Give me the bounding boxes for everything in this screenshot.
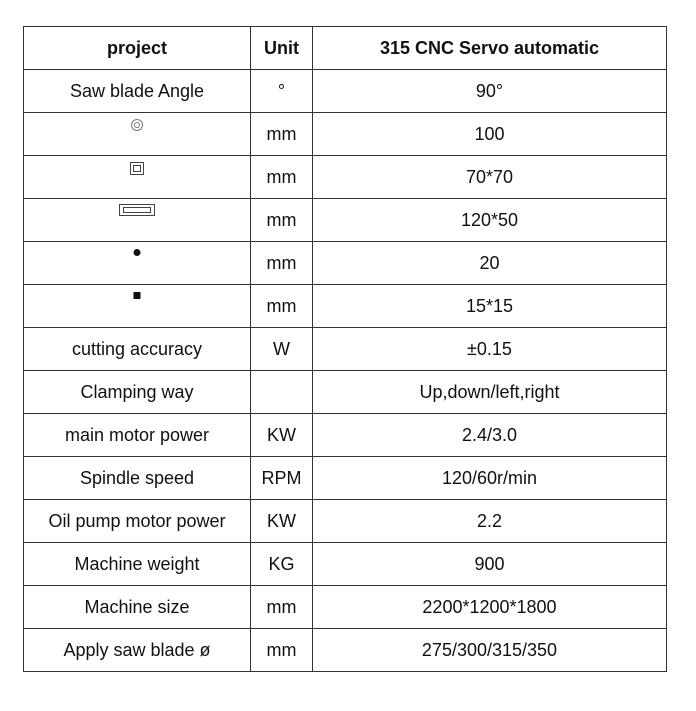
unit-cell: ° xyxy=(251,70,313,113)
value-cell: 120/60r/min xyxy=(313,457,667,500)
header-unit: Unit xyxy=(251,27,313,70)
unit-cell: W xyxy=(251,328,313,371)
table-row xyxy=(24,328,667,371)
project-cell: cutting accuracy xyxy=(24,328,251,371)
round-tube-icon xyxy=(131,119,143,131)
project-cell xyxy=(24,156,251,199)
table-row xyxy=(24,285,667,328)
header-model: 315 CNC Servo automatic xyxy=(313,27,667,70)
project-cell: Spindle speed xyxy=(24,457,251,500)
unit-cell: mm xyxy=(251,199,313,242)
value-cell: 120*50 xyxy=(313,199,667,242)
spec-table xyxy=(23,26,667,672)
unit-cell: KG xyxy=(251,543,313,586)
value-cell: 20 xyxy=(313,242,667,285)
unit-cell: mm xyxy=(251,586,313,629)
value-cell: 15*15 xyxy=(313,285,667,328)
project-cell: Machine weight xyxy=(24,543,251,586)
value-cell: 2.4/3.0 xyxy=(313,414,667,457)
table-row xyxy=(24,199,667,242)
table-header-row xyxy=(24,27,667,70)
unit-cell: mm xyxy=(251,285,313,328)
unit-cell: KW xyxy=(251,500,313,543)
table-row xyxy=(24,70,667,113)
value-cell: 70*70 xyxy=(313,156,667,199)
value-cell: 90° xyxy=(313,70,667,113)
project-cell: Machine size xyxy=(24,586,251,629)
value-cell: 275/300/315/350 xyxy=(313,629,667,672)
value-cell: 900 xyxy=(313,543,667,586)
unit-cell: mm xyxy=(251,242,313,285)
project-cell xyxy=(24,113,251,156)
unit-cell: RPM xyxy=(251,457,313,500)
project-cell xyxy=(24,242,251,285)
unit-cell: KW xyxy=(251,414,313,457)
project-cell: Saw blade Angle xyxy=(24,70,251,113)
value-cell: 100 xyxy=(313,113,667,156)
rectangular-tube-icon xyxy=(119,204,155,216)
square-tube-icon xyxy=(130,162,144,175)
project-cell: Clamping way xyxy=(24,371,251,414)
value-cell: 2200*1200*1800 xyxy=(313,586,667,629)
project-cell: Apply saw blade ø xyxy=(24,629,251,672)
unit-cell: mm xyxy=(251,156,313,199)
table-row xyxy=(24,586,667,629)
table-row xyxy=(24,500,667,543)
header-project: project xyxy=(24,27,251,70)
round-bar-icon xyxy=(134,249,141,256)
table-row xyxy=(24,629,667,672)
square-bar-icon xyxy=(134,292,141,299)
unit-cell: mm xyxy=(251,113,313,156)
table-row xyxy=(24,113,667,156)
project-cell xyxy=(24,199,251,242)
table-row xyxy=(24,457,667,500)
table-row xyxy=(24,414,667,457)
value-cell: ±0.15 xyxy=(313,328,667,371)
value-cell: 2.2 xyxy=(313,500,667,543)
table-row xyxy=(24,371,667,414)
project-cell: main motor power xyxy=(24,414,251,457)
unit-cell: mm xyxy=(251,629,313,672)
table-row xyxy=(24,242,667,285)
value-cell: Up,down/left,right xyxy=(313,371,667,414)
table-row xyxy=(24,543,667,586)
project-cell xyxy=(24,285,251,328)
unit-cell xyxy=(251,371,313,414)
project-cell: Oil pump motor power xyxy=(24,500,251,543)
table-row xyxy=(24,156,667,199)
